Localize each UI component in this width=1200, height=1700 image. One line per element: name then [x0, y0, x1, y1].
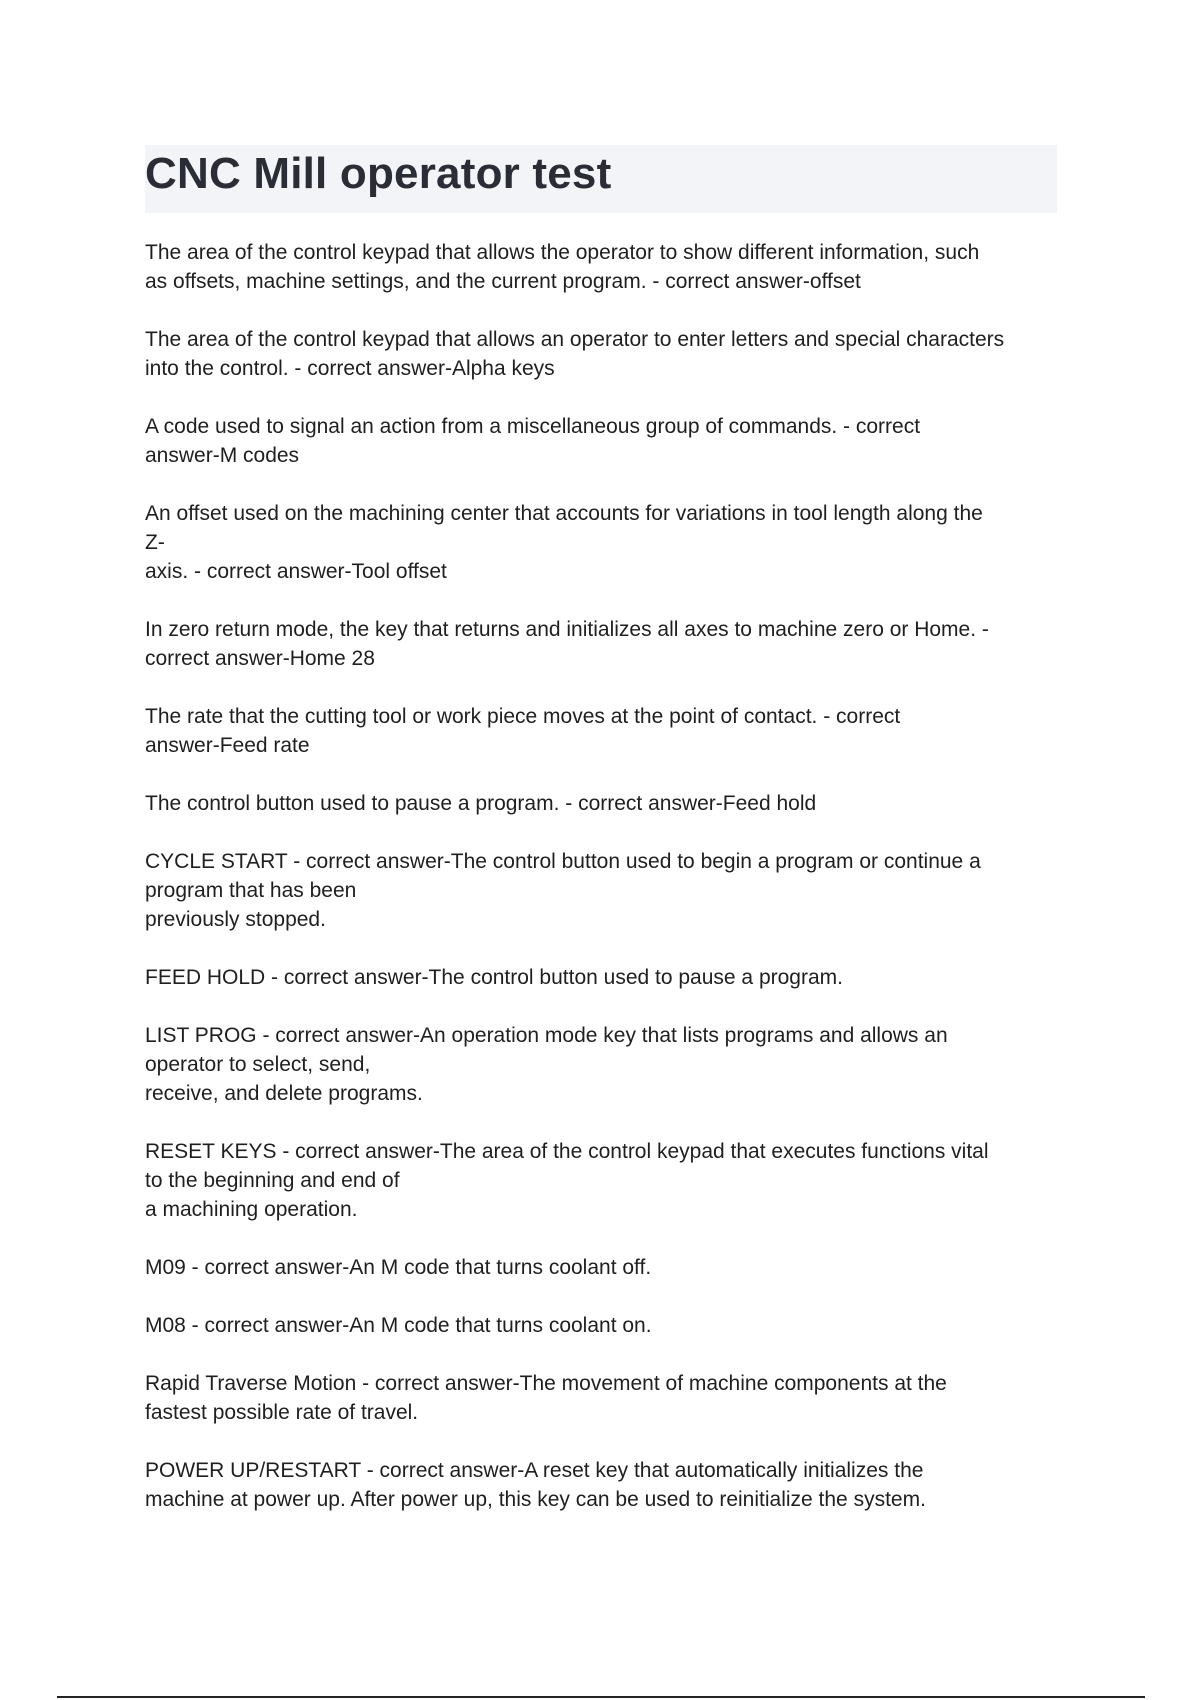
qa-item: The area of the control keypad that allows the operator to show different information, such as offsets, machine settings, and the current program. - correct answer-offset [145, 241, 980, 293]
footer-rule [57, 1696, 1145, 1698]
title-banner [145, 145, 1057, 213]
page-title: CNC Mill operator test [145, 149, 612, 198]
qa-item: In zero return mode, the key that returns and initializes all axes to machine zero or Home. - correct answer-Home 28 [145, 618, 989, 670]
qa-item: A code used to signal an action from a miscellaneous group of commands. - correct answer-M codes [145, 415, 921, 467]
qa-item: CYCLE START - correct answer-The control button used to begin a program or continue a program that has been previously stopped. [145, 850, 981, 931]
qa-item: The area of the control keypad that allows an operator to enter letters and special characters into the control. - correct answer-Alpha keys [145, 328, 1005, 380]
qa-item: RESET KEYS - correct answer-The area of the control keypad that executes functions vital to the beginning and end of a machining operation. [145, 1140, 989, 1221]
qa-item: POWER UP/RESTART - correct answer-A reset key that automatically initializes the machine at power up. After power up, this key can be used to reinitialize the system. [145, 1459, 926, 1511]
qa-item: Rapid Traverse Motion - correct answer-The movement of machine components at the fastest possible rate of travel. [145, 1372, 947, 1424]
question-answer-list [145, 238, 1075, 1543]
qa-item: M09 - correct answer-An M code that turns coolant off. [145, 1256, 652, 1279]
qa-item: FEED HOLD - correct answer-The control button used to pause a program. [145, 966, 843, 989]
qa-item: The control button used to pause a program. - correct answer-Feed hold [145, 792, 817, 815]
qa-item: LIST PROG - correct answer-An operation mode key that lists programs and allows an operator to select, send, receive, and delete programs. [145, 1024, 948, 1105]
qa-item: An offset used on the machining center that accounts for variations in tool length along the Z- axis. - correct answer-Tool offset [145, 502, 983, 583]
qa-item: The rate that the cutting tool or work piece moves at the point of contact. - correct answer-Feed rate [145, 705, 901, 757]
qa-item: M08 - correct answer-An M code that turns coolant on. [145, 1314, 652, 1337]
